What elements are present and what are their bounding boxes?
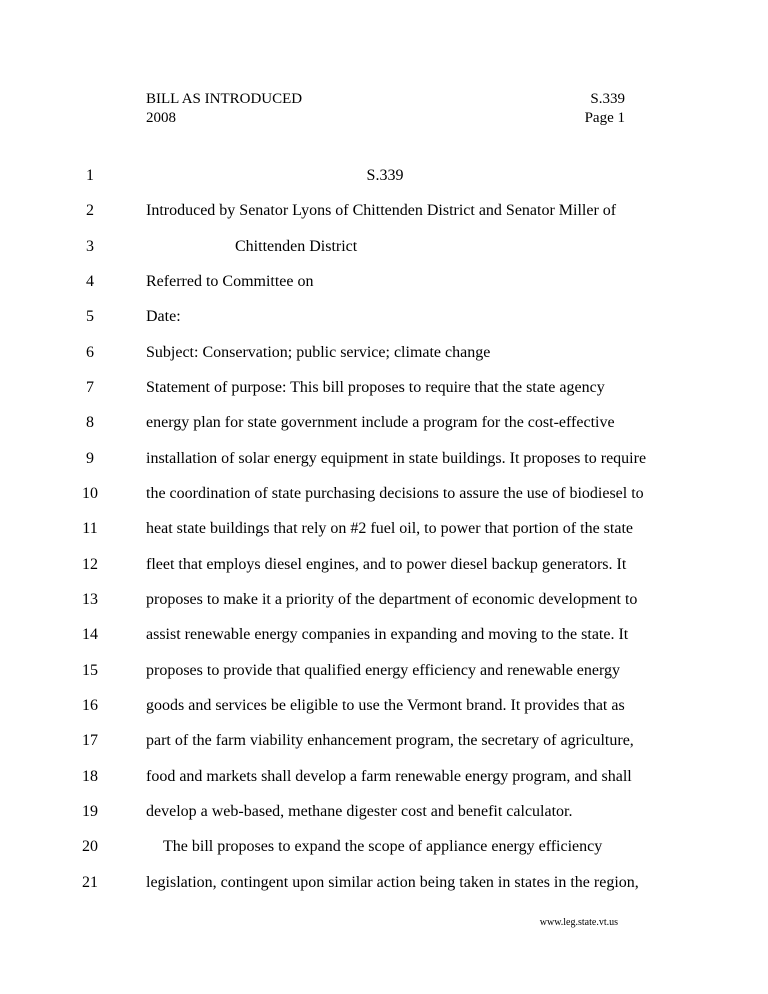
line-number: 12 bbox=[82, 556, 98, 573]
document-line bbox=[0, 872, 768, 894]
line-number: 19 bbox=[82, 803, 98, 820]
line-text: the coordination of state purchasing decisions to assure the use of biodiesel to bbox=[146, 485, 644, 502]
line-text: legislation, contingent upon similar action being taken in states in the region, bbox=[146, 874, 639, 891]
line-number: 1 bbox=[86, 167, 94, 184]
line-number: 8 bbox=[86, 414, 94, 431]
footer-url: www.leg.state.vt.us bbox=[539, 917, 618, 928]
line-text: assist renewable energy companies in expanding and moving to the state. It bbox=[146, 626, 629, 643]
line-number: 2 bbox=[86, 202, 94, 219]
document-line bbox=[0, 236, 768, 258]
document-line bbox=[0, 306, 768, 328]
line-text: develop a web-based, methane digester cost and benefit calculator. bbox=[146, 803, 573, 820]
header-left bbox=[146, 90, 302, 128]
bill-status: BILL AS INTRODUCED bbox=[146, 91, 303, 107]
line-number: 13 bbox=[82, 591, 98, 608]
document-line bbox=[0, 589, 768, 611]
line-number: 14 bbox=[82, 626, 98, 643]
document-line bbox=[0, 412, 768, 434]
line-number: 10 bbox=[82, 485, 98, 502]
document-line bbox=[0, 695, 768, 717]
line-text: Subject: Conservation; public service; climate change bbox=[146, 344, 491, 361]
document-line bbox=[0, 483, 768, 505]
document-line bbox=[0, 518, 768, 540]
line-text: Statement of purpose: This bill proposes to require that the state agency bbox=[146, 379, 605, 396]
line-text: proposes to provide that qualified energy efficiency and renewable energy bbox=[146, 662, 621, 679]
line-text: installation of solar energy equipment in state buildings. It proposes to require bbox=[146, 450, 647, 467]
document-line bbox=[0, 554, 768, 576]
document-line bbox=[0, 271, 768, 293]
document-line bbox=[0, 342, 768, 364]
line-number: 16 bbox=[82, 697, 98, 714]
line-number: 7 bbox=[86, 379, 94, 396]
document-line bbox=[0, 624, 768, 646]
line-text: Referred to Committee on bbox=[146, 273, 314, 290]
document-line bbox=[0, 448, 768, 470]
document-line bbox=[0, 165, 768, 187]
document-line bbox=[0, 801, 768, 823]
line-text: heat state buildings that rely on #2 fuel oil, to power that portion of the state bbox=[146, 520, 633, 537]
line-number: 5 bbox=[86, 308, 94, 325]
line-number: 21 bbox=[82, 874, 98, 891]
document-line bbox=[0, 200, 768, 222]
document-line bbox=[0, 766, 768, 788]
line-text: goods and services be eligible to use the Vermont brand. It provides that as bbox=[146, 697, 625, 714]
line-number: 4 bbox=[86, 273, 94, 290]
line-text: The bill proposes to expand the scope of appliance energy efficiency bbox=[163, 838, 603, 855]
bill-year: 2008 bbox=[146, 110, 176, 126]
line-number: 15 bbox=[82, 662, 98, 679]
bill-number: S.339 bbox=[590, 91, 625, 107]
line-number: 9 bbox=[86, 450, 94, 467]
document-line bbox=[0, 730, 768, 752]
line-text: part of the farm viability enhancement program, the secretary of agriculture, bbox=[146, 732, 634, 749]
line-text: energy plan for state government include a program for the cost-effective bbox=[146, 414, 615, 431]
line-text: fleet that employs diesel engines, and to power diesel backup generators. It bbox=[146, 556, 627, 573]
line-number: 17 bbox=[82, 732, 98, 749]
line-text: Introduced by Senator Lyons of Chittenden District and Senator Miller of bbox=[146, 202, 617, 219]
line-text: food and markets shall develop a farm renewable energy program, and shall bbox=[146, 768, 632, 785]
page-number: Page 1 bbox=[584, 110, 625, 126]
line-text: proposes to make it a priority of the department of economic development to bbox=[146, 591, 638, 608]
bill-title: S.339 bbox=[366, 167, 404, 184]
line-text: Chittenden District bbox=[235, 238, 358, 255]
line-number: 6 bbox=[86, 344, 94, 361]
line-text: Date: bbox=[146, 308, 181, 325]
document-line bbox=[0, 836, 768, 858]
document-line bbox=[0, 660, 768, 682]
line-number: 11 bbox=[82, 520, 98, 537]
document-line bbox=[0, 377, 768, 399]
line-number: 3 bbox=[86, 238, 94, 255]
line-number: 18 bbox=[82, 768, 98, 785]
header-right bbox=[585, 90, 625, 128]
line-number: 20 bbox=[82, 838, 98, 855]
